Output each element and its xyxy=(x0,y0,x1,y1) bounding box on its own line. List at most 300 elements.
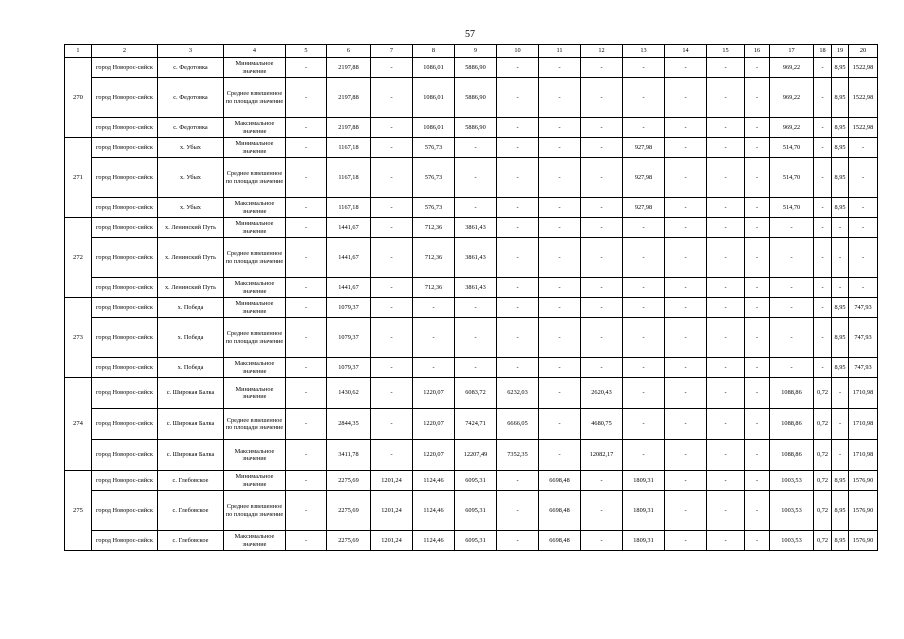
table-cell: - xyxy=(371,58,413,78)
table-cell: - xyxy=(497,318,539,358)
table-cell: 1079,37 xyxy=(327,358,371,378)
table-cell: - xyxy=(286,471,327,491)
table-cell: 1086,01 xyxy=(413,118,455,138)
table-cell: - xyxy=(745,440,770,471)
table-cell: 0,72 xyxy=(814,440,832,471)
header-row xyxy=(65,45,878,58)
table-cell: 2275,69 xyxy=(327,471,371,491)
table-cell: - xyxy=(707,278,745,298)
table-cell: Максимальное значение xyxy=(224,358,286,378)
table-cell: - xyxy=(745,491,770,531)
table-cell: - xyxy=(623,58,665,78)
table-cell: - xyxy=(497,118,539,138)
table-cell: 3411,78 xyxy=(327,440,371,471)
table-cell: - xyxy=(814,318,832,358)
table-cell: - xyxy=(814,238,832,278)
table-cell: - xyxy=(286,218,327,238)
table-cell: Минимальное значение xyxy=(224,471,286,491)
table-cell: - xyxy=(665,238,707,278)
table-cell: - xyxy=(455,158,497,198)
table-cell: - xyxy=(745,218,770,238)
table-cell: 747,93 xyxy=(849,298,878,318)
table-cell: - xyxy=(707,138,745,158)
table-cell: Среднее взвешенное по площади значение xyxy=(224,318,286,358)
table-cell: - xyxy=(665,318,707,358)
table-cell: - xyxy=(665,440,707,471)
column-header: 12 xyxy=(581,45,623,58)
table-cell: 0,72 xyxy=(814,378,832,409)
table-cell: - xyxy=(497,218,539,238)
column-header: 6 xyxy=(327,45,371,58)
table-cell: 1079,37 xyxy=(327,318,371,358)
table-cell: 8,95 xyxy=(832,158,849,198)
table-cell: - xyxy=(497,58,539,78)
table-cell: Среднее взвешенное по площади значение xyxy=(224,491,286,531)
table-cell: Максимальное значение xyxy=(224,531,286,551)
table-cell: - xyxy=(665,58,707,78)
table-cell: - xyxy=(832,218,849,238)
table-row xyxy=(65,358,878,378)
table-cell: Среднее взвешенное по площади значение xyxy=(224,238,286,278)
table-cell: 1124,46 xyxy=(413,531,455,551)
table-cell: - xyxy=(539,158,581,198)
table-cell: город Новорос-сийск xyxy=(92,318,158,358)
table-cell: Максимальное значение xyxy=(224,118,286,138)
table-cell: город Новорос-сийск xyxy=(92,471,158,491)
table-cell: город Новорос-сийск xyxy=(92,138,158,158)
table-cell: - xyxy=(770,278,814,298)
table-cell: 927,98 xyxy=(623,158,665,198)
table-cell: х. Убых xyxy=(158,158,224,198)
table-cell: Минимальное значение xyxy=(224,378,286,409)
column-header: 17 xyxy=(770,45,814,58)
table-cell: - xyxy=(665,158,707,198)
table-cell: 2197,88 xyxy=(327,78,371,118)
table-cell: - xyxy=(539,440,581,471)
table-cell: 927,98 xyxy=(623,138,665,158)
table-cell: 6095,31 xyxy=(455,491,497,531)
table-row xyxy=(65,318,878,358)
table-cell: - xyxy=(814,138,832,158)
table-cell: Минимальное значение xyxy=(224,218,286,238)
table-cell: город Новорос-сийск xyxy=(92,118,158,138)
table-cell: город Новорос-сийск xyxy=(92,58,158,78)
table-cell: - xyxy=(849,218,878,238)
table-cell: с. Широкая Балка xyxy=(158,378,224,409)
table-cell: 8,95 xyxy=(832,358,849,378)
table-cell: 514,70 xyxy=(770,158,814,198)
table-cell: 6666,05 xyxy=(497,409,539,440)
table-cell: 1167,18 xyxy=(327,158,371,198)
table-cell: город Новорос-сийск xyxy=(92,491,158,531)
table-cell: Максимальное значение xyxy=(224,440,286,471)
table-cell: - xyxy=(413,318,455,358)
table-cell: - xyxy=(623,440,665,471)
column-header: 8 xyxy=(413,45,455,58)
table-cell: - xyxy=(770,238,814,278)
table-cell: - xyxy=(745,158,770,198)
table-cell: х. Ленинский Путь xyxy=(158,218,224,238)
table-cell: - xyxy=(286,358,327,378)
table-cell: - xyxy=(770,318,814,358)
column-header: 10 xyxy=(497,45,539,58)
table-cell: 712,36 xyxy=(413,278,455,298)
table-cell: 4680,75 xyxy=(581,409,623,440)
column-header: 15 xyxy=(707,45,745,58)
table-cell: - xyxy=(581,198,623,218)
table-cell: - xyxy=(497,278,539,298)
table-cell: 7352,35 xyxy=(497,440,539,471)
table-cell: - xyxy=(581,298,623,318)
table-cell: 1003,53 xyxy=(770,471,814,491)
table-cell: 1124,46 xyxy=(413,491,455,531)
table-cell: 1441,67 xyxy=(327,218,371,238)
table-cell: - xyxy=(707,409,745,440)
table-cell: - xyxy=(497,238,539,278)
table-cell: 1086,01 xyxy=(413,58,455,78)
table-cell: 1201,24 xyxy=(371,471,413,491)
table-cell: - xyxy=(832,409,849,440)
table-row xyxy=(65,298,878,318)
table-cell: - xyxy=(814,78,832,118)
table-cell: - xyxy=(745,138,770,158)
table-cell: 927,98 xyxy=(623,198,665,218)
table-cell: город Новорос-сийск xyxy=(92,158,158,198)
table-cell: 8,95 xyxy=(832,298,849,318)
table-cell: Максимальное значение xyxy=(224,198,286,218)
table-cell: - xyxy=(665,471,707,491)
table-cell: - xyxy=(455,358,497,378)
table-cell: 2197,88 xyxy=(327,118,371,138)
table-cell: - xyxy=(849,238,878,278)
column-header: 5 xyxy=(286,45,327,58)
table-cell: - xyxy=(707,378,745,409)
table-cell: 8,95 xyxy=(832,138,849,158)
table-cell: - xyxy=(745,58,770,78)
table-cell: х. Победа xyxy=(158,318,224,358)
column-header: 1 xyxy=(65,45,92,58)
table-cell: - xyxy=(286,440,327,471)
table-cell: - xyxy=(371,218,413,238)
row-group-number: 275 xyxy=(65,471,92,551)
table-cell: - xyxy=(286,198,327,218)
table-cell: с. Федотовка xyxy=(158,58,224,78)
table-cell: - xyxy=(814,198,832,218)
table-cell: - xyxy=(707,218,745,238)
row-group-number: 274 xyxy=(65,378,92,471)
table-cell: - xyxy=(707,531,745,551)
table-cell: - xyxy=(497,298,539,318)
table-cell: - xyxy=(770,298,814,318)
table-cell: - xyxy=(497,471,539,491)
table-row xyxy=(65,409,878,440)
table-row xyxy=(65,218,878,238)
table-cell: - xyxy=(623,278,665,298)
table-cell: - xyxy=(849,158,878,198)
table-cell: - xyxy=(581,358,623,378)
column-header: 7 xyxy=(371,45,413,58)
table-cell: 1201,24 xyxy=(371,531,413,551)
table-cell: - xyxy=(455,318,497,358)
table-cell: 1220,07 xyxy=(413,440,455,471)
table-cell: - xyxy=(745,278,770,298)
table-cell: - xyxy=(770,218,814,238)
table-cell: - xyxy=(286,138,327,158)
table-cell: - xyxy=(849,138,878,158)
table-cell: 2197,88 xyxy=(327,58,371,78)
table-cell: х. Победа xyxy=(158,298,224,318)
table-cell: - xyxy=(413,298,455,318)
table-cell: - xyxy=(623,238,665,278)
table-cell: - xyxy=(707,118,745,138)
table-row xyxy=(65,378,878,409)
table-cell: 8,95 xyxy=(832,198,849,218)
table-cell: - xyxy=(832,278,849,298)
table-cell: - xyxy=(745,118,770,138)
table-cell: с. Широкая Балка xyxy=(158,440,224,471)
table-cell: 747,93 xyxy=(849,318,878,358)
table-cell: 12207,49 xyxy=(455,440,497,471)
table-cell: 747,93 xyxy=(849,358,878,378)
column-header: 14 xyxy=(665,45,707,58)
column-header: 18 xyxy=(814,45,832,58)
column-header: 3 xyxy=(158,45,224,58)
table-cell: - xyxy=(581,138,623,158)
table-cell: - xyxy=(286,298,327,318)
table-cell: - xyxy=(745,531,770,551)
table-cell: с. Глебовское xyxy=(158,491,224,531)
table-cell: - xyxy=(832,238,849,278)
table-cell: - xyxy=(745,78,770,118)
table-cell: - xyxy=(539,409,581,440)
table-cell: с. Глебовское xyxy=(158,471,224,491)
table-cell: - xyxy=(371,238,413,278)
table-cell: - xyxy=(539,378,581,409)
table-row xyxy=(65,278,878,298)
table-cell: 6083,72 xyxy=(455,378,497,409)
table-cell: - xyxy=(286,78,327,118)
table-cell: 8,95 xyxy=(832,531,849,551)
table-cell: с. Федотовка xyxy=(158,78,224,118)
table-cell: - xyxy=(581,471,623,491)
table-cell: 0,72 xyxy=(814,531,832,551)
table-cell: 2844,35 xyxy=(327,409,371,440)
table-cell: 6095,31 xyxy=(455,471,497,491)
table-row xyxy=(65,138,878,158)
table-cell: - xyxy=(286,378,327,409)
table-cell: 8,95 xyxy=(832,491,849,531)
table-cell: 1441,67 xyxy=(327,278,371,298)
table-body xyxy=(65,58,878,551)
table-cell: - xyxy=(581,318,623,358)
table-cell: - xyxy=(623,318,665,358)
table-row xyxy=(65,198,878,218)
table-cell: - xyxy=(745,238,770,278)
table-cell: - xyxy=(707,471,745,491)
table-cell: - xyxy=(371,78,413,118)
column-header: 4 xyxy=(224,45,286,58)
column-header: 16 xyxy=(745,45,770,58)
table-cell: Минимальное значение xyxy=(224,58,286,78)
table-cell: город Новорос-сийск xyxy=(92,78,158,118)
table-cell: 5886,90 xyxy=(455,58,497,78)
table-cell: - xyxy=(623,118,665,138)
table-cell: 576,73 xyxy=(413,158,455,198)
table-cell: - xyxy=(581,58,623,78)
table-cell: 1441,67 xyxy=(327,238,371,278)
table-cell: 1809,31 xyxy=(623,491,665,531)
table-cell: 969,22 xyxy=(770,118,814,138)
table-cell: - xyxy=(623,298,665,318)
table-cell: - xyxy=(455,198,497,218)
table-cell: 1522,98 xyxy=(849,78,878,118)
table-cell: 576,73 xyxy=(413,138,455,158)
table-cell: - xyxy=(581,218,623,238)
table-cell: 7424,71 xyxy=(455,409,497,440)
table-cell: 8,95 xyxy=(832,78,849,118)
table-cell: - xyxy=(707,298,745,318)
table-cell: - xyxy=(539,58,581,78)
table-cell: - xyxy=(665,378,707,409)
table-cell: - xyxy=(707,198,745,218)
table-cell: - xyxy=(371,198,413,218)
table-row xyxy=(65,238,878,278)
table-cell: с. Широкая Балка xyxy=(158,409,224,440)
table-row xyxy=(65,471,878,491)
table-cell: - xyxy=(623,218,665,238)
table-cell: город Новорос-сийск xyxy=(92,378,158,409)
table-cell: Среднее взвешенное по площади значение xyxy=(224,78,286,118)
table-cell: - xyxy=(455,298,497,318)
table-cell: - xyxy=(665,491,707,531)
table-cell: 3861,43 xyxy=(455,218,497,238)
table-row xyxy=(65,491,878,531)
table-cell: 1576,90 xyxy=(849,531,878,551)
table-cell: 5886,90 xyxy=(455,118,497,138)
table-cell: - xyxy=(814,278,832,298)
table-cell: - xyxy=(581,278,623,298)
table-cell: - xyxy=(665,278,707,298)
table-cell: 576,73 xyxy=(413,198,455,218)
table-row xyxy=(65,118,878,138)
table-cell: - xyxy=(849,278,878,298)
column-header: 2 xyxy=(92,45,158,58)
table-cell: 2275,69 xyxy=(327,531,371,551)
table-cell: - xyxy=(539,298,581,318)
table-cell: город Новорос-сийск xyxy=(92,298,158,318)
table-cell: - xyxy=(581,118,623,138)
table-cell: - xyxy=(665,531,707,551)
table-cell: - xyxy=(665,118,707,138)
table-cell: - xyxy=(286,238,327,278)
table-cell: - xyxy=(623,378,665,409)
table-cell: 1201,24 xyxy=(371,491,413,531)
table-cell: 1003,53 xyxy=(770,531,814,551)
table-cell: - xyxy=(413,358,455,378)
table-cell: 969,22 xyxy=(770,58,814,78)
table-cell: х. Убых xyxy=(158,198,224,218)
table-cell: 1220,07 xyxy=(413,378,455,409)
table-cell: 1124,46 xyxy=(413,471,455,491)
table-cell: - xyxy=(707,78,745,118)
table-row xyxy=(65,158,878,198)
table-cell: - xyxy=(707,238,745,278)
table-cell: 5886,90 xyxy=(455,78,497,118)
table-cell: 0,72 xyxy=(814,491,832,531)
table-cell: с. Федотовка xyxy=(158,118,224,138)
table-cell: - xyxy=(286,118,327,138)
table-cell: х. Ленинский Путь xyxy=(158,278,224,298)
table-cell: город Новорос-сийск xyxy=(92,278,158,298)
table-cell: 1088,86 xyxy=(770,440,814,471)
table-cell: 1088,86 xyxy=(770,409,814,440)
table-cell: - xyxy=(497,198,539,218)
table-cell: - xyxy=(707,491,745,531)
table-cell: - xyxy=(581,491,623,531)
table-cell: - xyxy=(539,218,581,238)
table-cell: 514,70 xyxy=(770,138,814,158)
table-cell: город Новорос-сийск xyxy=(92,409,158,440)
table-cell: - xyxy=(745,298,770,318)
table-cell: 1576,90 xyxy=(849,471,878,491)
table-cell: - xyxy=(539,318,581,358)
table-cell: 1086,01 xyxy=(413,78,455,118)
table-row xyxy=(65,531,878,551)
table-cell: 1079,37 xyxy=(327,298,371,318)
table-cell: - xyxy=(539,198,581,218)
table-cell: город Новорос-сийск xyxy=(92,440,158,471)
table-cell: - xyxy=(745,378,770,409)
table-cell: - xyxy=(371,118,413,138)
table-cell: - xyxy=(745,471,770,491)
table-cell: х. Ленинский Путь xyxy=(158,238,224,278)
table-cell: 6698,48 xyxy=(539,471,581,491)
table-cell: - xyxy=(286,318,327,358)
table-cell: - xyxy=(286,158,327,198)
table-cell: - xyxy=(497,138,539,158)
table-cell: - xyxy=(286,491,327,531)
row-group-number: 272 xyxy=(65,218,92,298)
table-cell: - xyxy=(770,358,814,378)
table-cell: - xyxy=(707,158,745,198)
table-cell: 8,95 xyxy=(832,318,849,358)
table-cell: 1576,90 xyxy=(849,491,878,531)
table-cell: - xyxy=(371,298,413,318)
table-cell: 8,95 xyxy=(832,118,849,138)
table-cell: - xyxy=(745,409,770,440)
table-cell: - xyxy=(497,158,539,198)
table-cell: - xyxy=(286,531,327,551)
table-cell: город Новорос-сийск xyxy=(92,358,158,378)
table-cell: - xyxy=(665,409,707,440)
table-cell: - xyxy=(849,198,878,218)
table-cell: 0,72 xyxy=(814,409,832,440)
table-cell: 8,95 xyxy=(832,471,849,491)
table-cell: - xyxy=(539,78,581,118)
table-cell: - xyxy=(814,298,832,318)
table-cell: - xyxy=(539,278,581,298)
table-cell: - xyxy=(814,358,832,378)
table-cell: - xyxy=(745,358,770,378)
table-cell: 1167,18 xyxy=(327,198,371,218)
table-cell: 514,70 xyxy=(770,198,814,218)
table-cell: - xyxy=(371,318,413,358)
table-cell: 8,95 xyxy=(832,58,849,78)
table-cell: 0,72 xyxy=(814,471,832,491)
table-cell: - xyxy=(623,78,665,118)
table-cell: - xyxy=(539,138,581,158)
table-cell: 1522,98 xyxy=(849,118,878,138)
